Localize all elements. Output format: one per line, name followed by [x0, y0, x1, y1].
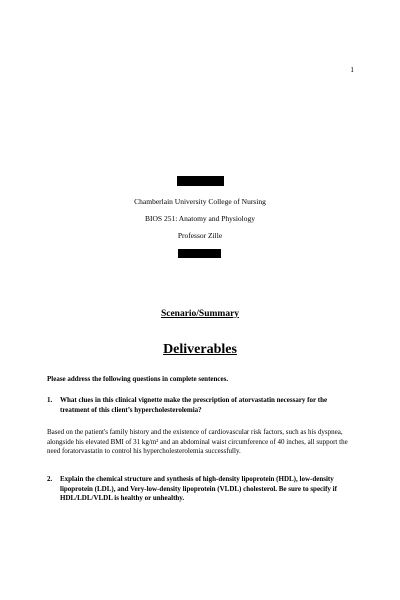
deliverables-heading: Deliverables: [163, 342, 237, 357]
page-number: 1: [350, 65, 354, 74]
question-number: 1.: [47, 396, 53, 404]
instruction-text: Please address the following questions in complete sentences.: [47, 375, 229, 383]
question-text: What clues in this clinical vignette make the prescription of atorvastatin necessary for the treatment of this client’s hypercholesterolemia?: [60, 396, 328, 414]
question-item: [47, 396, 355, 415]
redacted-date-block: [178, 249, 221, 258]
question-item: [47, 475, 355, 504]
professor-name: Professor Zille: [177, 231, 223, 240]
question-text: Explain the chemical structure and synthesis of high-density lipoprotein (HDL), low-density lipoprotein (LDL), and Very-low-density lipoprotein (VLDL) cholesterol. Be sure to specify if HDL/LDL/VLDL is healthy or unhealthy.: [60, 475, 337, 502]
course-name: BIOS 251: Anatomy and Physiology: [144, 214, 255, 223]
question-number: 2.: [47, 475, 53, 483]
scenario-heading: Scenario/Summary: [160, 309, 240, 319]
answer-paragraph: Based on the patient's family history and the existence of cardiovascular risk factors, such as his dyspnea, alongside his elevated BMI of 31 kg/m² and an abdominal waist circumference of 40 inches, all support the need foratorvastatin to control his hypercholesterolemia successfully.: [47, 428, 348, 455]
redacted-name-block: [177, 176, 224, 186]
college-name: Chamberlain University College of Nursing: [134, 197, 266, 206]
